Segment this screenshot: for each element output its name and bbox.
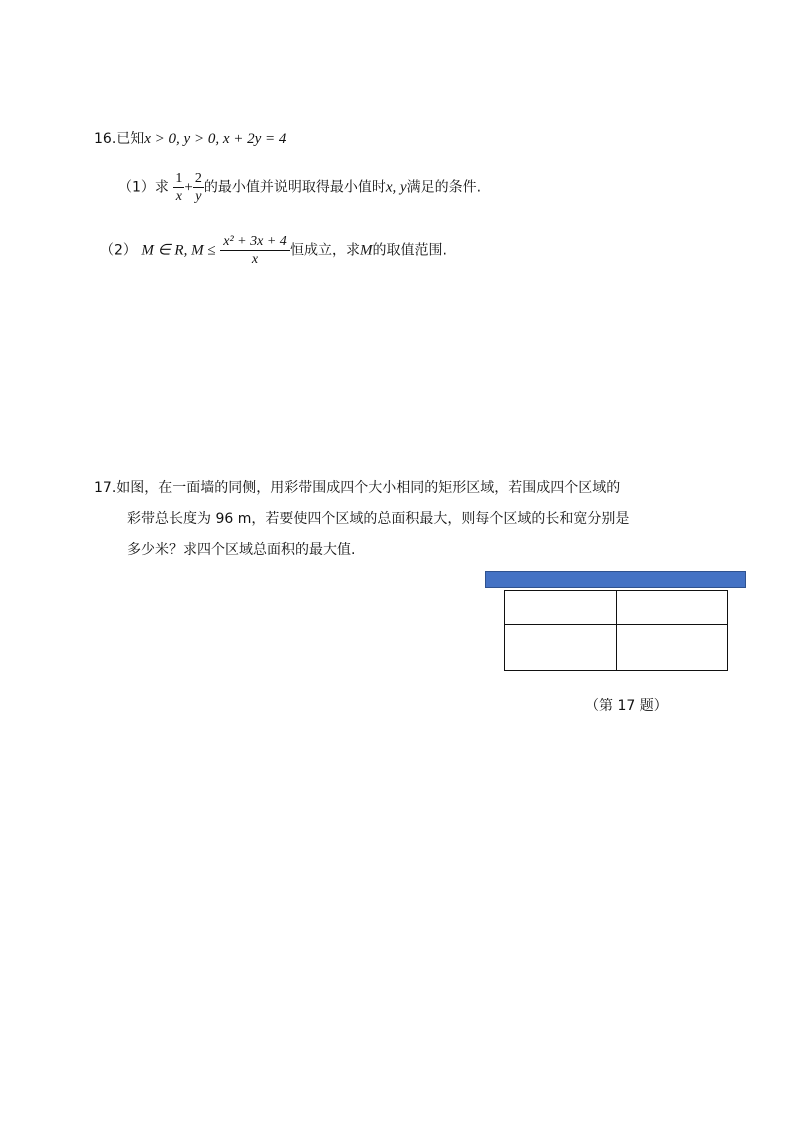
part-1-vars: x, y <box>385 179 407 196</box>
fraction-1-numerator: 1 <box>175 171 183 186</box>
part-1-text-2: 满足的条件. <box>406 179 482 196</box>
wall-bar <box>485 571 746 588</box>
fraction-2-over-y <box>193 170 204 205</box>
question-16-number: 16. <box>94 131 117 147</box>
fraction-1-over-x <box>173 170 184 205</box>
part-2-var: M <box>360 242 373 259</box>
figure-caption: （第 17 题） <box>585 698 668 714</box>
question-16-lead: 已知 <box>116 131 145 147</box>
question-16-condition: x > 0, y > 0, x + 2y = 4 <box>144 131 287 147</box>
question-16-header <box>94 128 286 150</box>
fraction-1-denominator: x <box>175 189 182 204</box>
fraction-quadratic-over-x <box>220 233 290 268</box>
fraction-2-numerator: 2 <box>194 171 202 186</box>
question-16-part-2 <box>100 233 447 268</box>
diagram-divider-horizontal <box>505 624 727 625</box>
fraction-quadratic-denominator: x <box>251 252 259 267</box>
part-2-condition: M ∈ R, M ≤ <box>141 242 216 259</box>
question-17-line-2: 彩带总长度为 96 m，若要使四个区域的总面积最大，则每个区域的长和宽分别是 <box>127 511 630 527</box>
question-17-line-3: 多少米？求四个区域总面积的最大值. <box>127 542 356 558</box>
fraction-2-denominator: y <box>195 189 202 204</box>
part-2-text-1: 恒成立，求 <box>290 242 361 259</box>
part-2-text-2: 的取值范围. <box>372 242 447 259</box>
four-region-diagram <box>504 590 728 671</box>
plus-sign: + <box>184 179 193 196</box>
part-1-label: （1）求 <box>118 179 169 196</box>
question-16-part-1 <box>118 170 481 205</box>
part-2-label: （2） <box>100 242 137 259</box>
question-17-line-1: 17.如图，在一面墙的同侧，用彩带围成四个大小相同的矩形区域，若围成四个区域的 <box>94 480 621 496</box>
part-1-text-1: 的最小值并说明取得最小值时 <box>203 179 386 196</box>
diagram-divider-vertical <box>616 591 617 670</box>
fraction-quadratic-numerator: x² + 3x + 4 <box>220 233 290 251</box>
